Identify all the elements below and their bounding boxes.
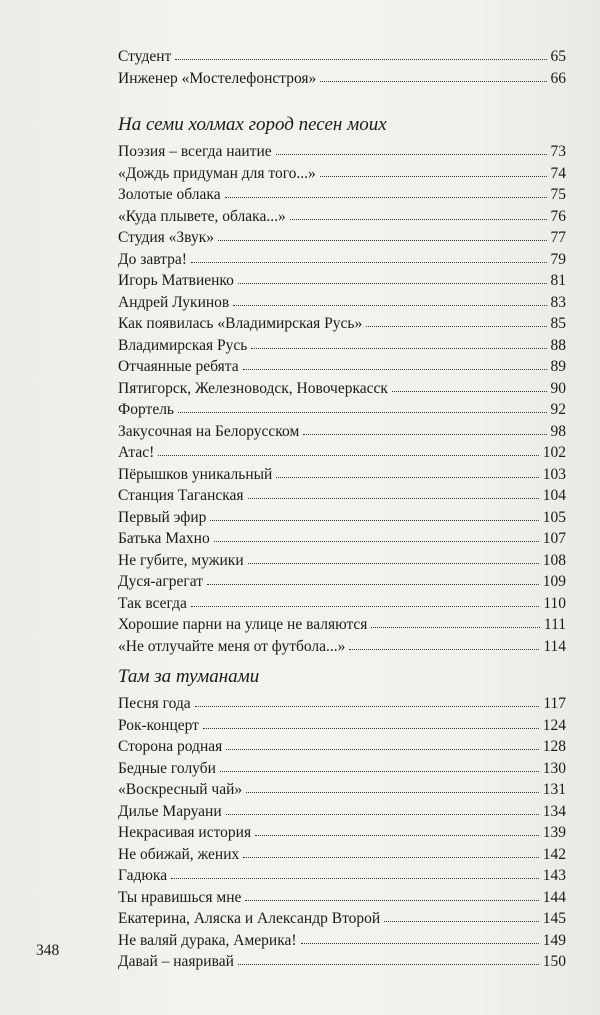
toc-entry-page: 107 [542,530,566,547]
toc-entry-page: 111 [543,616,566,633]
toc-entry-page: 128 [542,738,566,755]
toc-section-na-semi-kholmakh [118,141,566,657]
dot-leader [320,162,547,177]
toc-entry-page: 109 [542,573,566,590]
toc-entry-title: Инженер «Мостелефонстроя» [118,69,317,87]
toc-entry-page: 90 [550,379,566,397]
toc-entry-page: 143 [542,867,566,884]
dot-leader [248,484,539,499]
toc-entry-page: 83 [550,293,566,311]
toc-entry-title: Атас! [118,444,155,461]
toc-entry [118,485,566,507]
dot-leader [371,613,539,628]
toc-entry [118,421,566,443]
toc-entry-title: Некрасивая история [118,824,252,841]
dot-leader [303,420,546,435]
dot-leader [301,929,539,944]
toc-entry-page: 103 [542,465,566,483]
dot-leader [203,714,539,729]
toc-entry [118,887,566,909]
toc-entry-page: 114 [543,637,566,655]
toc-entry-page: 89 [550,358,566,375]
toc-entry-page: 92 [550,401,566,418]
toc-entry-page: 110 [543,594,566,612]
toc-entry [118,442,566,464]
toc-entry-title: Владимирская Русь [118,336,248,354]
dot-leader [191,248,547,263]
toc-entry-title: Как появилась «Владимирская Русь» [118,315,363,332]
toc-entry-page: 117 [543,695,566,712]
toc-entry [118,141,566,163]
toc-entry [118,636,566,658]
dot-leader [243,355,547,370]
toc-entry-title: Бедные голуби [118,759,216,777]
toc-entry-title: «Дождь придуман для того...» [118,164,316,182]
dot-leader [233,291,546,306]
dot-leader [238,950,539,965]
toc-entry-page: 77 [550,229,566,246]
dot-leader [384,907,539,922]
toc-entry-title: Не губите, мужики [118,551,244,569]
toc-entry-title: «Куда плывете, облака...» [118,207,286,225]
toc-entry-page: 150 [542,953,566,970]
section-heading: Там за туманами [118,666,260,687]
dot-leader [245,886,538,901]
toc-entry [118,593,566,615]
toc-entry [118,930,566,952]
dot-leader [243,843,539,858]
toc-entry-page: 145 [542,910,566,927]
toc-entry [118,507,566,529]
toc-entry [118,249,566,271]
toc-entry-title: Сторона родная [118,738,223,755]
dot-leader [210,506,538,521]
toc-entry-page: 102 [542,444,566,461]
toc-entry-title: «Не отлучайте меня от футбола...» [118,637,346,655]
toc-entry-title: До завтра! [118,250,187,268]
dot-leader [255,821,539,836]
toc-entry-page: 104 [542,487,566,504]
toc-entry [118,378,566,400]
toc-entry [118,614,566,636]
toc-entry-page: 131 [542,781,566,798]
toc-entry [118,736,566,758]
toc-entry-title: Андрей Лукинов [118,293,230,311]
dot-leader [246,778,539,793]
toc-entry-page: 130 [542,759,566,777]
toc-entry-page: 139 [542,824,566,841]
toc-entry-page: 88 [550,336,566,354]
toc-entry-page: 81 [550,272,566,289]
dot-leader [195,692,540,707]
toc-entry [118,163,566,185]
dot-leader [178,398,547,413]
dot-leader [349,635,539,650]
dot-leader [226,735,539,750]
toc-entry-page: 105 [542,508,566,526]
toc-entry [118,528,566,550]
toc-entry-title: Так всегда [118,594,187,612]
dot-leader [207,570,539,585]
toc-entry-page: 98 [550,422,566,440]
dot-leader [248,549,539,564]
toc-entry-title: Дилье Маруани [118,802,222,820]
toc-entry [118,464,566,486]
dot-leader [191,592,539,607]
toc-entry-title: Поэзия – всегда наитие [118,143,272,160]
toc-entry [118,292,566,314]
dot-leader [392,377,547,392]
dot-leader [218,226,547,241]
toc-entry [118,758,566,780]
dot-leader [276,140,547,155]
toc-entry-page: 73 [550,143,566,160]
dot-leader [175,45,546,60]
toc-entry [118,227,566,249]
toc-entry-page: 85 [550,315,566,332]
toc-entry [118,693,566,715]
toc-entry-title: Отчаянные ребята [118,358,239,375]
toc-entry-page: 149 [542,931,566,949]
dot-leader [320,67,546,82]
toc-entry-title: Студент [118,48,172,65]
toc-entry [118,951,566,973]
toc-entry-page: 124 [542,716,566,734]
toc-entry [118,571,566,593]
toc-entry-page: 144 [542,888,566,906]
toc-entry [118,779,566,801]
toc-entry-title: Гадюка [118,867,168,884]
page-number: 348 [36,942,60,959]
toc-entry-title: Песня года [118,695,191,712]
toc-entry [118,822,566,844]
dot-leader [226,800,539,815]
toc-entry-page: 108 [542,551,566,569]
toc-entry [118,356,566,378]
toc-entry-title: Золотые облака [118,186,221,203]
dot-leader [171,864,539,879]
toc-entry-title: Не обижай, жених [118,845,240,863]
dot-leader [276,463,538,478]
toc-entry [118,46,566,68]
dot-leader [220,757,539,772]
toc-entry-title: Давай – наяривай [118,953,234,970]
toc-entry [118,68,566,90]
toc-entry-title: Студия «Звук» [118,229,214,246]
toc-entry-title: Рок-концерт [118,716,199,734]
toc-entry [118,550,566,572]
toc-entry [118,270,566,292]
dot-leader [238,269,547,284]
toc-entry-title: Первый эфир [118,508,207,526]
toc-entry-page: 65 [550,48,566,65]
toc-entry-title: Игорь Матвиенко [118,272,234,289]
toc-entry-title: «Воскресный чай» [118,781,243,798]
toc-entry-page: 66 [550,69,566,87]
toc-section-tam-za-tumanami [118,693,566,973]
toc-entry [118,908,566,930]
toc-entry-title: Хорошие парни на улице не валяются [118,616,368,633]
dot-leader [158,441,538,456]
dot-leader [366,312,546,327]
section-heading: На семи холмах город песен моих [118,114,387,135]
toc-entry [118,844,566,866]
toc-entry-title: Екатерина, Аляска и Александр Второй [118,910,381,927]
toc-entry-page: 74 [550,164,566,182]
toc-entry [118,335,566,357]
toc-entry-page: 75 [550,186,566,203]
toc-entry [118,184,566,206]
toc-entry [118,399,566,421]
dot-leader [290,205,547,220]
toc-entry-title: Ты нравишься мне [118,888,242,906]
toc-entry-page: 134 [542,802,566,820]
toc-entry-title: Пёрышков уникальный [118,465,273,483]
toc-entry [118,313,566,335]
toc-entry-title: Закусочная на Белорусском [118,422,300,440]
toc-entry [118,801,566,823]
toc-entry-title: Дуся-агрегат [118,573,203,590]
toc-section-continued [118,46,566,89]
dot-leader [251,334,546,349]
toc-entry-title: Батька Махно [118,530,210,547]
dot-leader [225,183,547,198]
toc-entry-page: 76 [550,207,566,225]
toc-entry [118,865,566,887]
toc-entry [118,206,566,228]
toc-entry-page: 142 [542,845,566,863]
toc-entry-title: Станция Таганская [118,487,244,504]
toc-entry-title: Не валяй дурака, Америка! [118,931,297,949]
toc-entry [118,715,566,737]
dot-leader [214,527,539,542]
toc-entry-title: Фортель [118,401,174,418]
toc-entry-page: 79 [550,250,566,268]
toc-entry-title: Пятигорск, Железноводск, Новочеркасск [118,379,388,397]
